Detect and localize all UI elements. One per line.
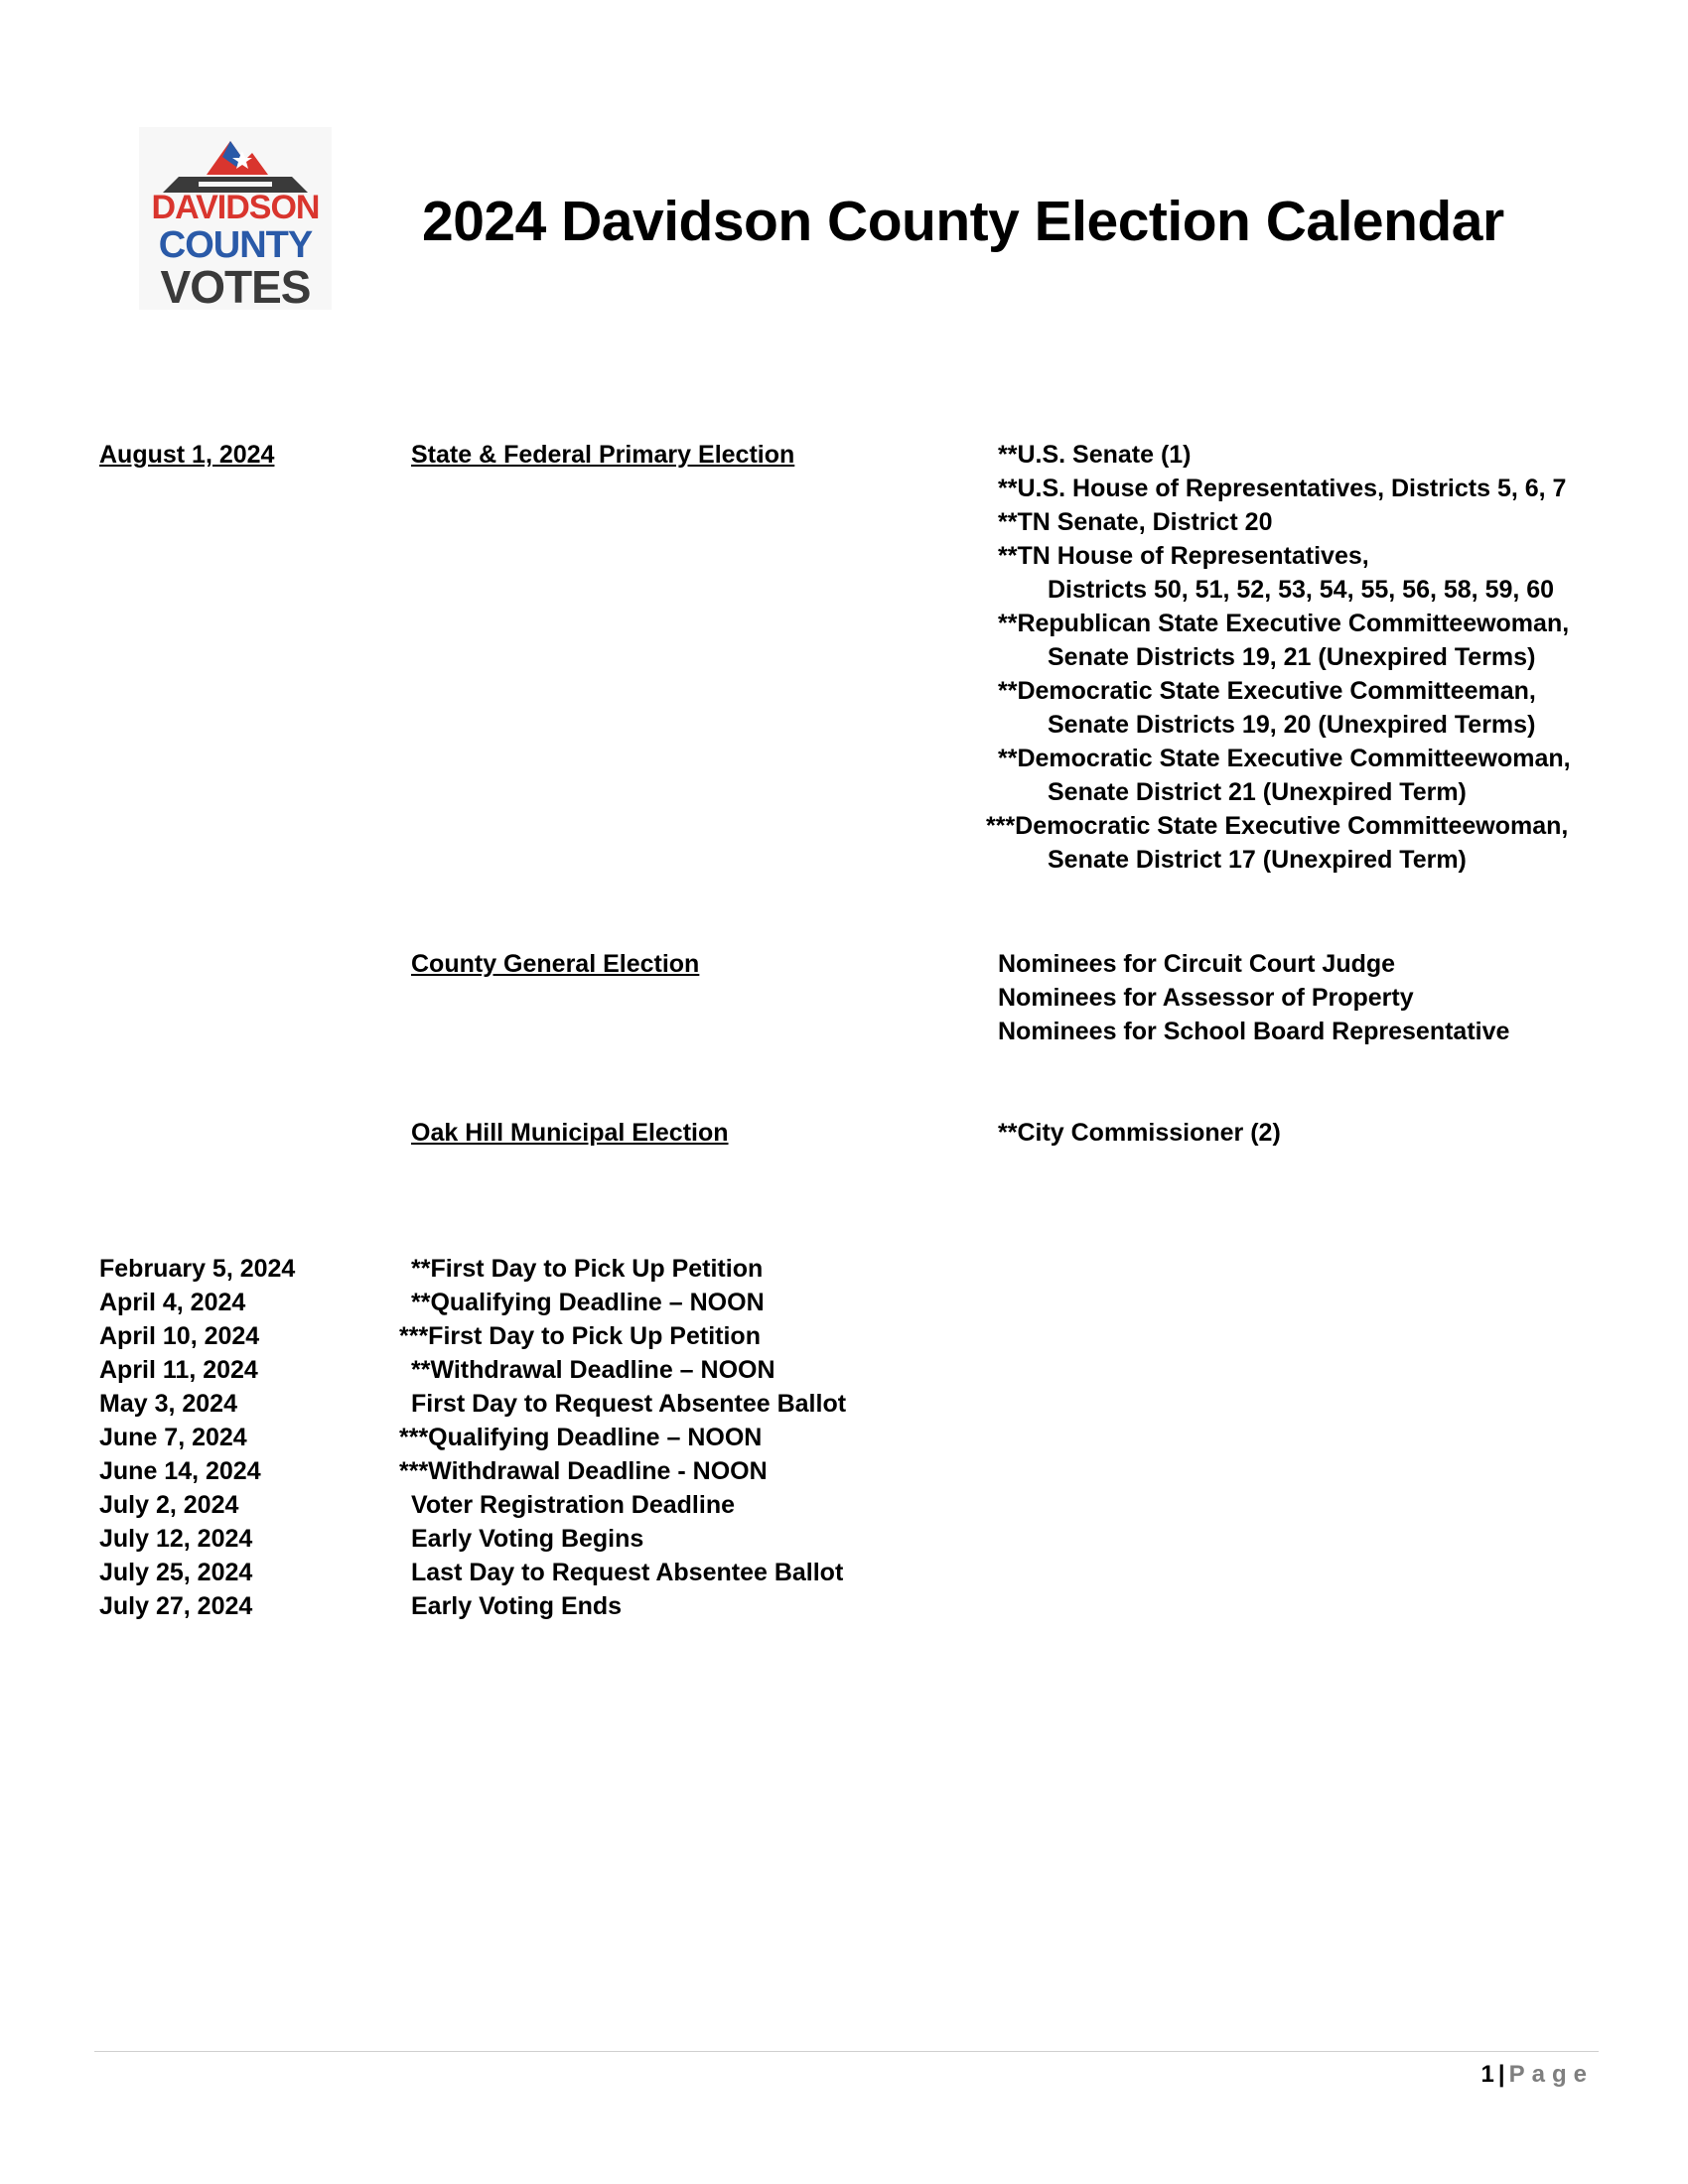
deadline-event: **Withdrawal Deadline – NOON (411, 1356, 775, 1384)
deadline-events-list (399, 1252, 847, 1623)
office-item-continued: Senate District 21 (Unexpired Term) (1048, 778, 1467, 806)
logo-wordmark (139, 189, 332, 313)
election-date: August 1, 2024 (99, 441, 275, 469)
office-item: Nominees for Assessor of Property (998, 984, 1414, 1012)
office-item: **Democratic State Executive Committeeman, (998, 677, 1536, 705)
deadline-event: First Day to Request Absentee Ballot (411, 1390, 847, 1418)
deadline-date: February 5, 2024 (99, 1255, 296, 1283)
office-item: **TN House of Representatives, (998, 542, 1369, 570)
deadline-date: April 10, 2024 (99, 1322, 260, 1350)
offices-list-oak-hill-municipal (998, 1116, 1281, 1150)
deadline-event: Last Day to Request Absentee Ballot (411, 1559, 844, 1586)
office-item-continued: Senate Districts 19, 20 (Unexpired Terms) (1048, 711, 1536, 739)
deadline-date: April 11, 2024 (99, 1356, 258, 1384)
footer-separator: | (1497, 2061, 1505, 2088)
office-item: **U.S. House of Representatives, Districts 5, 6, 7 (998, 475, 1567, 502)
office-item: **City Commissioner (2) (998, 1119, 1281, 1147)
page-number: 1 (1480, 2061, 1494, 2088)
office-item: ***Democratic State Executive Committeewoman, (986, 812, 1569, 840)
page-label: Page (1508, 2061, 1594, 2088)
deadline-date: July 12, 2024 (99, 1525, 253, 1553)
deadline-event: **First Day to Pick Up Petition (411, 1255, 764, 1283)
office-item-continued: Senate District 17 (Unexpired Term) (1048, 846, 1467, 874)
deadline-event: ***Withdrawal Deadline - NOON (399, 1457, 768, 1485)
deadline-event: Early Voting Begins (411, 1525, 644, 1553)
deadline-date: June 7, 2024 (99, 1424, 247, 1451)
deadline-date: June 14, 2024 (99, 1457, 261, 1485)
logo-line-davidson: DAVIDSON (151, 189, 320, 226)
deadline-event: **Qualifying Deadline – NOON (411, 1289, 765, 1316)
deadline-dates-list (99, 1252, 295, 1623)
footer-divider (94, 2051, 1599, 2052)
deadline-event: Early Voting Ends (411, 1592, 623, 1620)
page-footer (1481, 2061, 1594, 2089)
page-title: 2024 Davidson County Election Calendar (422, 190, 1504, 253)
offices-list-state-federal-primary (986, 438, 1571, 877)
office-item-continued: Districts 50, 51, 52, 53, 54, 55, 56, 58, 59, 60 (1048, 576, 1555, 604)
deadline-date: April 4, 2024 (99, 1289, 246, 1316)
logo-line-votes: VOTES (160, 261, 311, 313)
deadline-date: July 27, 2024 (99, 1592, 253, 1620)
office-item: **TN Senate, District 20 (998, 508, 1273, 536)
offices-list-county-general (998, 947, 1509, 1048)
office-item: Nominees for Circuit Court Judge (998, 950, 1396, 978)
office-item: **Democratic State Executive Committeewoman, (998, 745, 1571, 772)
election-name-oak-hill-municipal: Oak Hill Municipal Election (411, 1119, 729, 1147)
deadline-event: Voter Registration Deadline (411, 1491, 735, 1519)
election-name-state-federal-primary: State & Federal Primary Election (411, 441, 795, 469)
office-item: **Republican State Executive Committeewoman, (998, 610, 1570, 637)
office-item: **U.S. Senate (1) (998, 441, 1192, 469)
davidson-county-votes-logo (139, 127, 332, 313)
ballot-box-icon (139, 127, 332, 197)
deadline-event: ***Qualifying Deadline – NOON (399, 1424, 763, 1451)
office-item: Nominees for School Board Representative (998, 1018, 1510, 1045)
office-item-continued: Senate Districts 19, 21 (Unexpired Terms) (1048, 643, 1536, 671)
deadline-event: ***First Day to Pick Up Petition (399, 1322, 761, 1350)
deadline-date: July 25, 2024 (99, 1559, 253, 1586)
logo-line-county: COUNTY (158, 224, 313, 266)
deadline-date: May 3, 2024 (99, 1390, 237, 1418)
election-name-county-general: County General Election (411, 950, 700, 978)
deadline-date: July 2, 2024 (99, 1491, 239, 1519)
